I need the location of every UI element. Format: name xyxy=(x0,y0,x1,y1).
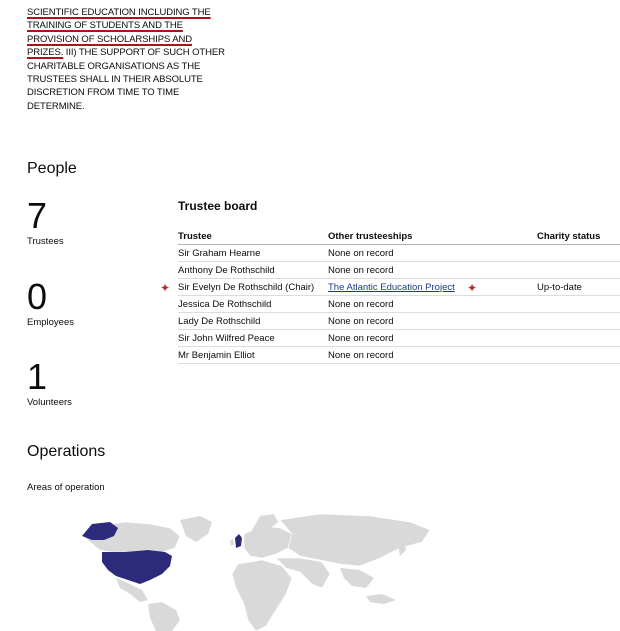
other-trusteeships: None on record xyxy=(328,313,537,330)
stat-trustees-value: 7 xyxy=(27,195,48,236)
stat-employees xyxy=(27,276,74,328)
stat-volunteers-label: Volunteers xyxy=(27,397,72,408)
objects-text-rest: III) THE SUPPORT OF SUCH OTHER CHARITABLE ORGANISATIONS AS THE TRUSTEES SHALL IN THEIR ABSOLUTE DISCRETION FROM TIME TO TIME DETERMINE. xyxy=(27,47,225,112)
charity-status: Up-to-date xyxy=(537,279,620,296)
stat-employees-label: Employees xyxy=(27,317,74,328)
charity-status xyxy=(537,245,620,262)
other-trusteeships: None on record xyxy=(328,296,537,313)
charity-status xyxy=(537,347,620,364)
highlighted-objects-text: SCIENTIFIC EDUCATION INCLUDING THE TRAINING OF STUDENTS AND THE PROVISION OF SCHOLARSHIPS AND PRIZES. xyxy=(27,7,211,59)
charity-status xyxy=(537,330,620,347)
other-trusteeships: None on record xyxy=(328,262,537,279)
col-charity-status: Charity status xyxy=(537,228,620,245)
trustee-name: Lady De Rothschild xyxy=(178,313,328,330)
stat-volunteers xyxy=(27,356,72,408)
areas-of-operation-label: Areas of operation xyxy=(27,482,105,493)
col-trustee: Trustee xyxy=(178,228,328,245)
stat-employees-value: 0 xyxy=(27,276,48,317)
charity-status xyxy=(537,262,620,279)
stat-trustees-label: Trustees xyxy=(27,236,64,247)
stat-volunteers-value: 1 xyxy=(27,356,48,397)
trustee-name: Sir Evelyn De Rothschild (Chair) xyxy=(178,279,328,296)
table-header-row xyxy=(178,228,620,245)
people-heading: People xyxy=(27,160,77,177)
red-star-marker-icon: ✦ xyxy=(467,281,478,295)
other-trusteeships: None on record xyxy=(328,245,537,262)
trustee-name: Sir Graham Hearne xyxy=(178,245,328,262)
operations-heading: Operations xyxy=(27,443,106,460)
table-row xyxy=(178,262,620,279)
table-row xyxy=(178,313,620,330)
table-row xyxy=(178,245,620,262)
charity-status xyxy=(537,313,620,330)
trustee-name: Anthony De Rothschild xyxy=(178,262,328,279)
other-trusteeships: None on record xyxy=(328,347,537,364)
col-other-trusteeships: Other trusteeships xyxy=(328,228,537,245)
trustee-name: Sir John Wilfred Peace xyxy=(178,330,328,347)
charity-status xyxy=(537,296,620,313)
trustee-board-title: Trustee board xyxy=(178,199,258,213)
table-row-highlighted xyxy=(178,279,620,296)
atlantic-education-project-link[interactable]: The Atlantic Education Project xyxy=(328,281,455,293)
table-row xyxy=(178,347,620,364)
charitable-objects-text xyxy=(27,6,227,113)
stat-trustees xyxy=(27,195,64,247)
other-trusteeships: None on record xyxy=(328,330,537,347)
trustee-name: Mr Benjamin Elliot xyxy=(178,347,328,364)
world-map xyxy=(30,508,460,631)
table-row xyxy=(178,296,620,313)
trustee-name: Jessica De Rothschild xyxy=(178,296,328,313)
table-row xyxy=(178,330,620,347)
other-trusteeships xyxy=(328,279,537,296)
red-star-marker-icon: ✦ xyxy=(160,281,171,295)
trustee-table xyxy=(178,228,620,364)
